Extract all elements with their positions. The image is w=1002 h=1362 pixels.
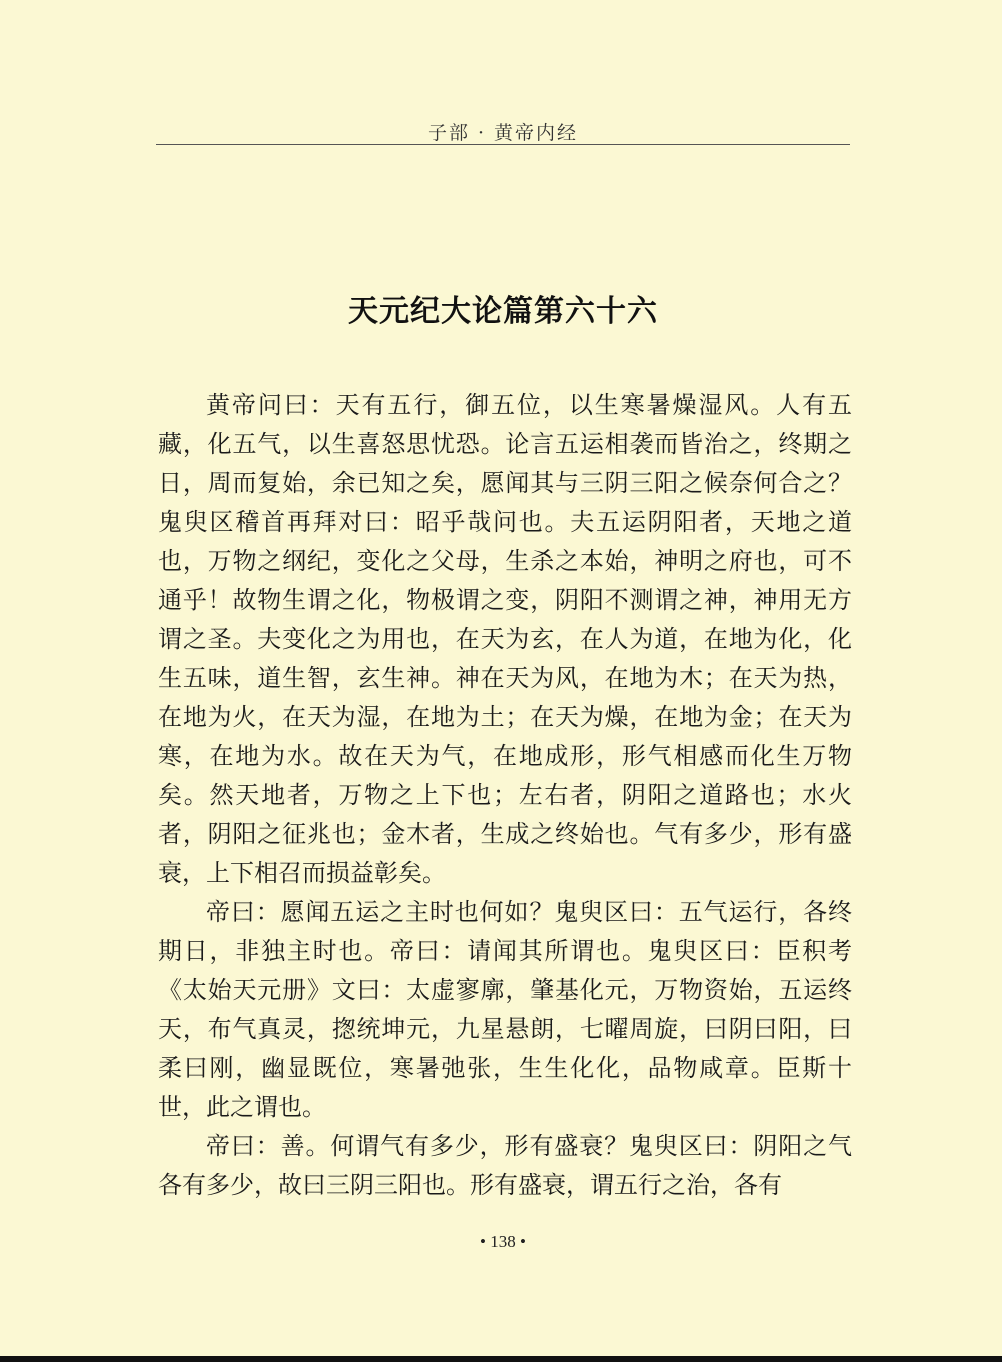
body-text xyxy=(158,386,852,1205)
chapter-title: 天元纪大论篇第六十六 xyxy=(348,294,658,329)
paragraph-1: 黄帝问曰：天有五行，御五位，以生寒暑燥湿风。人有五藏，化五气，以生喜怒思忧恐。论言五运相袭而皆治之，终期之日，周而复始，余已知之矣，愿闻其与三阴三阳之候奈何合之？鬼臾区稽首再拜对曰：昭乎哉问也。夫五运阴阳者，天地之道也，万物之纲纪，变化之父母，生杀之本始，神明之府也，可不通乎！故物生谓之化，物极谓之变，阴阳不测谓之神，神用无方谓之圣。夫变化之为用也，在天为玄，在人为道，在地为化，化生五味，道生智，玄生神。神在天为风，在地为木；在天为热，在地为火，在天为湿，在地为土；在天为燥，在地为金；在天为寒，在地为水。故在天为气，在地成形，形气相感而化生万物矣。然天地者，万物之上下也；左右者，阴阳之道路也；水火者，阴阳之征兆也；金木者，生成之终始也。气有多少，形有盛衰，上下相召而损益彰矣。 xyxy=(158,391,852,887)
bottom-edge-bar xyxy=(0,1356,1002,1362)
running-head: 子部 · 黄帝内经 xyxy=(427,122,579,144)
paragraph-2: 帝曰：愿闻五运之主时也何如？鬼臾区曰：五气运行，各终期日，非独主时也。帝曰：请闻其所谓也。鬼臾区曰：臣积考《太始天元册》文曰：太虚寥廓，肇基化元，万物资始，五运终天，布气真灵，揔统坤元，九星悬朗，七曜周旋，曰阴曰阳，曰柔曰刚，幽显既位，寒暑弛张，生生化化，品物咸章。臣斯十世，此之谓也。 xyxy=(158,898,852,1121)
paragraph-3: 帝曰：善。何谓气有多少，形有盛衰？鬼臾区曰：阴阳之气各有多少，故曰三阴三阳也。形有盛衰，谓五行之治，各有 xyxy=(158,1132,852,1199)
header-rule xyxy=(156,144,850,145)
page-number: • 138 • xyxy=(480,1232,526,1251)
